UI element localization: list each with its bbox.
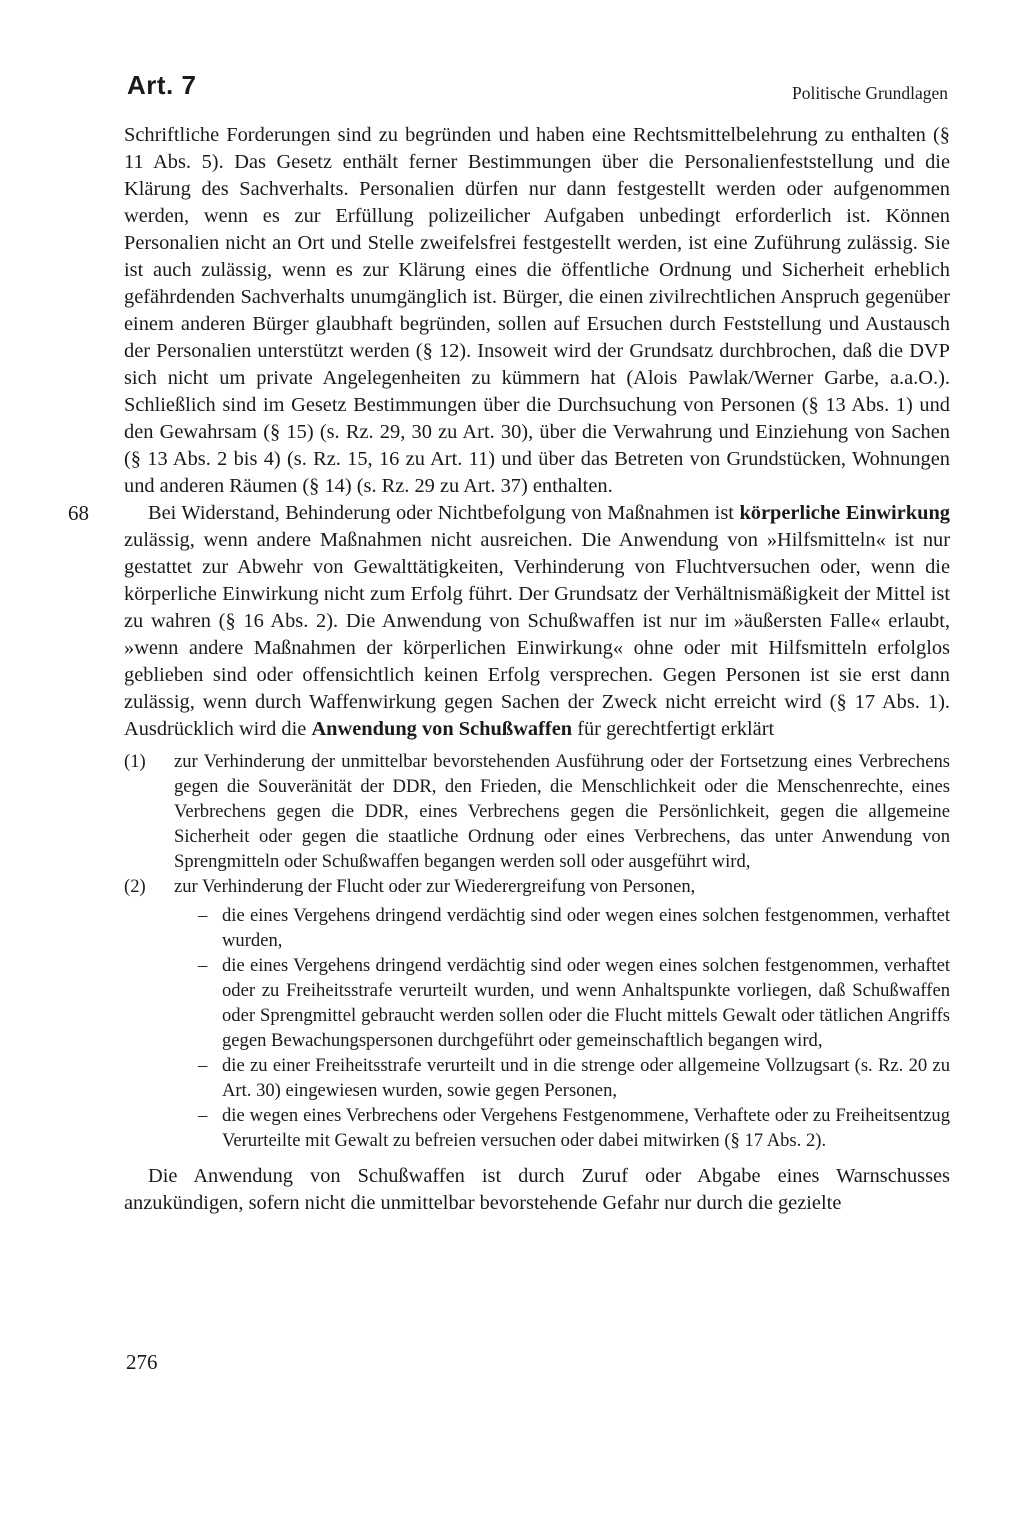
dash-item [174,1053,950,1103]
list-item-text: zur Verhinderung der Flucht oder zur Wiederergreifung von Personen, [174,876,696,897]
dash-item [174,1103,950,1153]
dash-item [174,903,950,953]
dash-item-text: die eines Vergehens dringend verdächtig sind oder wegen eines solchen festgenommen, verhaftet oder zu Freiheitsstrafe verurteilt wurden, und wenn Anhaltspunkte vorliegen, daß Schußwaffen oder Sprengmittel gebraucht werden sollen oder die Flucht mittels Gewalt oder tätlichen Angriffs gegen Bewachungspersonen durchgeführt oder gemeinschaftlich begangen wird, [222,955,950,1051]
article-label: Art. 7 [127,70,197,100]
paragraph-68-bold-term-1: körperliche Einwirkung [739,502,950,524]
paragraph-68-bold-term-2: Anwendung von Schußwaffen [311,718,573,740]
dash-marker: – [198,905,208,926]
dash-item-text: die wegen eines Verbrechens oder Vergehens Festgenommene, Verhaftete oder zu Freiheitsentzug Verurteilte mit Gewalt zu befreien versuchen oder dabei mitwirken (§ 17 Abs. 2). [222,1105,950,1151]
paragraph-68 [68,500,950,743]
dash-marker: – [198,1055,208,1076]
running-head: Politische Grundlagen [791,83,948,103]
margin-number: 68 [68,501,89,525]
list-item [124,874,950,1153]
paragraph-final: Die Anwendung von Schußwaffen ist durch Zuruf oder Abgabe eines Warnschusses anzukündigen, sofern nicht die unmittelbar bevorstehende Gefahr nur durch die gezielte [124,1165,950,1214]
body-text [68,122,950,1217]
dash-item-text: die zu einer Freiheitsstrafe verurteilt und in die strenge oder allgemeine Vollzugsart (s. Rz. 20 zu Art. 30) eingewiesen wurden, sowie gegen Personen, [222,1055,950,1101]
dash-marker: – [198,1105,208,1126]
list-item [124,749,950,874]
paragraph-68-text-c: für gerechtfertigt erklärt [572,718,775,740]
dash-item [174,953,950,1053]
paragraph-68-text-a: Bei Widerstand, Behinderung oder Nichtbefolgung von Maßnahmen ist [148,502,740,524]
paragraph-68-text-b: zulässig, wenn andere Maßnahmen nicht ausreichen. Die Anwendung von »Hilfsmitteln« ist nur gestattet zur Abwehr von Gewalttätigkeiten, Verhinderung von Fluchtversuchen oder, wenn die körperliche Einwirkung nicht zum Erfolg führt. Der Grundsatz der Verhältnismäßigkeit der Mittel ist zu wahren (§ 16 Abs. 2). Die Anwendung von Schußwaffen ist nur im »äußersten Falle« erlaubt, »wenn andere Maßnahmen der körperlichen Einwirkung« ohne oder mit Hilfsmitteln erfolglos geblieben sind oder offensichtlich keinen Erfolg versprechen. Gegen Personen ist sie erst dann zulässig, wenn durch Waffenwirkung gegen Sachen der Zweck nicht erreicht wird (§ 17 Abs. 1). Ausdrücklich wird die [124,529,950,740]
dash-marker: – [198,955,208,976]
dash-item-text: die eines Vergehens dringend verdächtig sind oder wegen eines solchen festgenommen, verhaftet wurden, [222,905,950,951]
list-item-marker: (2) [124,876,146,897]
paragraph-intro: Schriftliche Forderungen sind zu begründen und haben eine Rechtsmittelbelehrung zu enthalten (§ 11 Abs. 5). Das Gesetz enthält ferner Bestimmungen über die Personalienfeststellung und die Klärung des Sachverhalts. Personalien dürfen nur dann festgestellt werden oder aufgenommen werden, wenn es zur Erfüllung polizeilicher Aufgaben unbedingt erforderlich ist. Können Personalien nicht an Ort und Stelle zweifelsfrei festgestellt werden, ist eine Zuführung zulässig. Sie ist auch zulässig, wenn es zur Klärung eines die öffentliche Ordnung und Sicherheit erheblich gefährdenden Sachverhalts unumgänglich ist. Bürger, die einen zivilrechtlichen Anspruch gegenüber einem anderen Bürger glaubhaft begründen, sollen auf Ersuchen durch Feststellung und Austausch der Personalien unterstützt werden (§ 12). Insoweit wird der Grundsatz durchbrochen, daß die DVP sich nicht um private Angelegenheiten zu kümmern hat (Alois Pawlak/Werner Garbe, a.a.O.). Schließlich sind im Gesetz Bestimmungen über die Durchsuchung von Personen (§ 13 Abs. 1) und den Gewahrsam (§ 15) (s. Rz. 29, 30 zu Art. 30), über die Verwahrung und Einziehung von Sachen (§ 13 Abs. 2 bis 4) (s. Rz. 15, 16 zu Art. 11) und über das Betreten von Grundstücken, Wohnungen und anderen Räumen (§ 14) (s. Rz. 29 zu Art. 37) enthalten. [124,124,950,497]
numbered-list [124,749,950,1153]
dash-list [174,903,950,1153]
page-number: 276 [126,1350,158,1374]
list-item-marker: (1) [124,751,146,772]
list-item-text: zur Verhinderung der unmittelbar bevorstehenden Ausführung oder der Fortsetzung eines Verbrechens gegen die Souveränität der DDR, den Frieden, die Menschlichkeit oder die Menschenrechte, eines Verbrechens gegen die DDR, eines Verbrechens gegen die Persönlichkeit, gegen die allgemeine Sicherheit oder gegen die staatliche Ordnung oder eines Verbrechens, das unter Anwendung von Sprengmitteln oder Schußwaffen begangen werden soll oder ausgeführt wird, [174,751,950,872]
